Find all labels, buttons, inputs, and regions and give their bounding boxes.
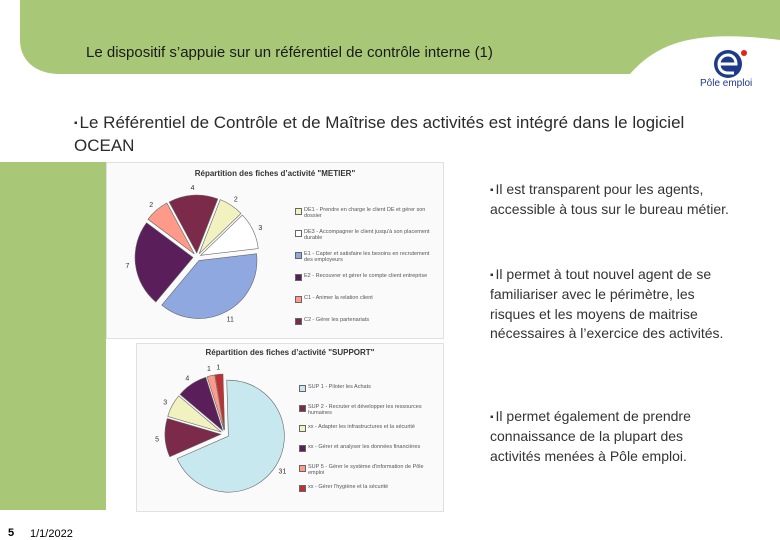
legend-swatch-3 [295,274,302,281]
logo-text: Pôle emploi [700,78,753,89]
header-band-shape [20,0,780,74]
main-bullet [74,112,714,157]
legend-item-2: E1 - Capter et satisfaire les besoins en recrutement des employeurs [304,251,430,263]
legend-swatch-1 [299,405,306,412]
footer-date: 1/1/2022 [30,528,73,540]
pie-data-label-2: 3 [163,399,168,407]
pie-data-label-3: 7 [125,263,130,271]
legend-item-0: DE1 - Prendre en charge le client DE et gérer son dossier [304,207,426,219]
legend-swatch-5 [295,318,302,325]
pie-data-label-1: 3 [258,225,263,233]
pie-data-label-4: 1 [206,365,211,373]
pie-data-label-5: 4 [190,185,195,193]
slide-title: Le dispositif s’appuie sur un référentiel de contrôle interne (1) [86,44,493,61]
legend-swatch-0 [299,385,306,392]
logo-red-dot [741,50,747,56]
legend-swatch-2 [299,425,306,432]
legend-item-2: xx - Adapter les infrastructures et la sécurité [308,424,415,430]
legend-item-4: C1 - Animer la relation client [304,295,373,301]
legend-swatch-5 [299,485,306,492]
chart-metier-title: Répartition des fiches d’activité "METIER" [194,169,356,178]
main-bullet-text: Le Référentiel de Contrôle et de Maîtrise des activités est intégré dans le logiciel OCEAN [74,113,685,155]
legend-item-1: SUP 2 - Recruter et développer les ressources humaines [308,404,422,416]
pie-data-label-3: 4 [185,375,190,383]
legend-item-4: SUP 5 - Gérer le système d'information de Pôle emploi [308,464,424,476]
bullet-icon: ▪ [490,411,494,423]
legend-swatch-4 [299,465,306,472]
legend-item-0: SUP 1 - Piloter les Achats [308,384,371,390]
right-bullet-2 [490,265,730,344]
legend-item-3: E2 - Recouvrer et gérer le compte client entreprise [304,273,428,279]
legend-swatch-3 [299,445,306,452]
right-bullet-3 [490,407,730,466]
legend-swatch-1 [295,230,302,237]
chart-metier [106,162,444,339]
legend-item-5: xx - Gérer l'hygiène et la sécurité [308,484,389,490]
pie-data-label-4: 2 [149,202,154,210]
pie-data-label-5: 1 [216,364,221,372]
right-bullet-1-text: Il est transparent pour les agents, accessible à tous sur le bureau métier. [490,181,729,218]
right-bullet-2-text: Il permet à tout nouvel agent de se familiariser avec le périmètre, les risques et les moyens de maitrise nécessaires à l’exercice des activités. [490,266,724,342]
pie-data-label-1: 5 [155,436,160,444]
legend-swatch-4 [295,296,302,303]
bullet-icon: ▪ [490,184,494,196]
right-bullet-1 [490,180,730,220]
pie-data-label-2: 11 [226,316,234,324]
chart-support-title: Répartition des fiches d’activité "SUPPORT" [205,348,375,357]
legend-item-5: C2 - Gérer les partenariats [304,317,370,323]
chart-support-pie [137,360,297,510]
legend-swatch-2 [295,252,302,259]
bullet-icon: ▪ [490,269,494,281]
legend-item-1: DE3 - Accompagner le client jusqu'à son placement durable [304,229,430,241]
left-decor-column [0,162,106,540]
right-bullet-3-text: Il permet également de prendre connaissance de la plupart des activités menées à Pôle emploi. [490,408,691,464]
page-number: 5 [8,527,15,539]
chart-metier-pie [111,185,291,335]
legend-item-3: xx - Gérer et analyser les données financières [308,444,421,450]
bullet-icon: ▪ [74,117,78,129]
pie-data-label-0: 2 [233,196,238,204]
legend-swatch-0 [295,208,302,215]
chart-support [136,343,444,512]
pie-data-label-0: 31 [278,468,287,476]
